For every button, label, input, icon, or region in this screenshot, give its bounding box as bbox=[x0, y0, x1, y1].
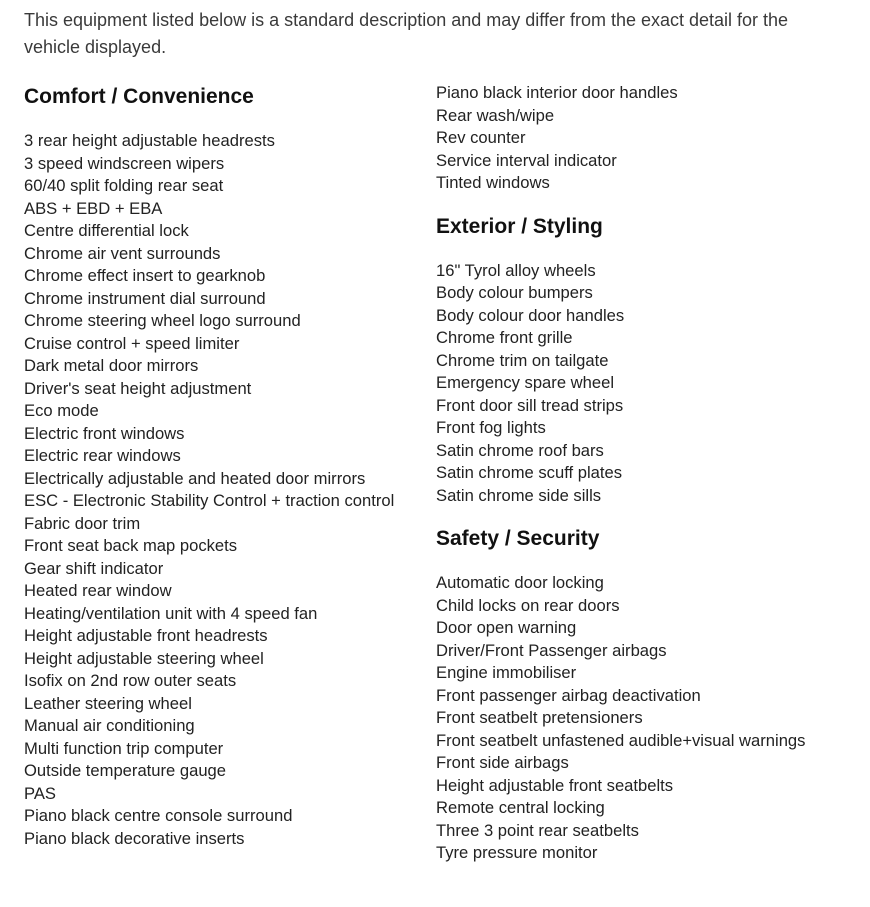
list-item: Electric rear windows bbox=[24, 446, 181, 465]
list-item: Driver/Front Passenger airbags bbox=[436, 640, 667, 660]
list-item: 16" Tyrol alloy wheels bbox=[436, 260, 596, 280]
list-item: Chrome steering wheel logo surround bbox=[24, 311, 301, 330]
list-item: Chrome front grille bbox=[436, 328, 573, 347]
spacer bbox=[436, 195, 856, 212]
list-item: Satin chrome scuff plates bbox=[436, 463, 623, 482]
list-item: Chrome trim on tailgate bbox=[436, 350, 609, 370]
list-item: Body colour bumpers bbox=[436, 283, 593, 302]
section-heading-comfort: Comfort / Convenience bbox=[24, 85, 254, 108]
list-item: Piano black centre console surround bbox=[24, 806, 293, 825]
list-item: Dark metal door mirrors bbox=[24, 356, 199, 375]
list-item: 60/40 split folding rear seat bbox=[24, 176, 224, 195]
comfort-list bbox=[24, 130, 404, 850]
list-item: Tinted windows bbox=[436, 173, 550, 192]
spacer bbox=[436, 242, 856, 260]
list-item: Remote central locking bbox=[436, 798, 605, 817]
list-item: Front door sill tread strips bbox=[436, 395, 624, 415]
exterior-list bbox=[436, 260, 856, 508]
list-item: Chrome instrument dial surround bbox=[24, 288, 266, 308]
list-item: Chrome air vent surrounds bbox=[24, 243, 221, 263]
list-item: Satin chrome side sills bbox=[436, 485, 602, 505]
list-item: Chrome effect insert to gearknob bbox=[24, 266, 266, 285]
list-item: Electric front windows bbox=[24, 423, 185, 443]
list-item: 3 speed windscreen wipers bbox=[24, 153, 225, 173]
list-item: Satin chrome roof bars bbox=[436, 440, 604, 460]
list-item: Front side airbags bbox=[436, 753, 569, 772]
list-item: PAS bbox=[24, 783, 56, 803]
list-item: Engine immobiliser bbox=[436, 663, 577, 682]
list-item: Piano black interior door handles bbox=[436, 83, 678, 102]
list-item: Cruise control + speed limiter bbox=[24, 333, 240, 353]
list-item: Door open warning bbox=[436, 618, 577, 637]
section-heading-safety: Safety / Security bbox=[436, 527, 600, 550]
list-item: Driver's seat height adjustment bbox=[24, 378, 252, 398]
list-item: Automatic door locking bbox=[436, 573, 604, 592]
list-item: Height adjustable front seatbelts bbox=[436, 775, 674, 795]
list-item: Eco mode bbox=[24, 401, 99, 420]
list-item: Rev counter bbox=[436, 128, 526, 147]
safety-list bbox=[436, 572, 856, 865]
list-item: Height adjustable front headrests bbox=[24, 626, 268, 645]
equipment-disclaimer: This equipment listed below is a standard description and may differ from the exact detail for the vehicle displayed. bbox=[24, 10, 789, 57]
comfort-list-continued bbox=[436, 82, 856, 195]
spacer bbox=[436, 507, 856, 524]
list-item: Height adjustable steering wheel bbox=[24, 648, 264, 668]
list-item: Isofix on 2nd row outer seats bbox=[24, 671, 237, 690]
list-item: Front seatbelt unfastened audible+visual warnings bbox=[436, 730, 806, 750]
list-item: Emergency spare wheel bbox=[436, 373, 615, 392]
list-item: Front seat back map pockets bbox=[24, 536, 238, 555]
equipment-column-left bbox=[24, 82, 404, 850]
list-item: Gear shift indicator bbox=[24, 558, 164, 578]
list-item: Child locks on rear doors bbox=[436, 595, 620, 615]
list-item: Outside temperature gauge bbox=[24, 761, 227, 780]
list-item: Heated rear window bbox=[24, 581, 172, 600]
list-item: Three 3 point rear seatbelts bbox=[436, 820, 639, 840]
list-item: Front seatbelt pretensioners bbox=[436, 708, 643, 727]
list-item: Electrically adjustable and heated door mirrors bbox=[24, 468, 366, 488]
list-item: Service interval indicator bbox=[436, 150, 617, 170]
list-item: Heating/ventilation unit with 4 speed fan bbox=[24, 603, 318, 623]
list-item: Centre differential lock bbox=[24, 221, 189, 240]
section-heading-exterior: Exterior / Styling bbox=[436, 214, 603, 238]
list-item: ESC - Electronic Stability Control + traction control bbox=[24, 491, 395, 510]
list-item: Multi function trip computer bbox=[24, 738, 224, 758]
list-item: Leather steering wheel bbox=[24, 693, 192, 713]
list-item: Front fog lights bbox=[436, 418, 546, 437]
list-item: Body colour door handles bbox=[436, 305, 625, 325]
list-item: Front passenger airbag deactivation bbox=[436, 685, 701, 705]
list-item: Piano black decorative inserts bbox=[24, 828, 245, 848]
list-item: Fabric door trim bbox=[24, 513, 141, 533]
list-item: Tyre pressure monitor bbox=[436, 843, 598, 862]
list-item: ABS + EBD + EBA bbox=[24, 198, 163, 218]
list-item: Rear wash/wipe bbox=[436, 105, 555, 125]
list-item: 3 rear height adjustable headrests bbox=[24, 131, 275, 150]
equipment-column-right bbox=[436, 82, 856, 865]
list-item: Manual air conditioning bbox=[24, 716, 195, 735]
spacer bbox=[436, 554, 856, 572]
spacer bbox=[24, 112, 404, 130]
